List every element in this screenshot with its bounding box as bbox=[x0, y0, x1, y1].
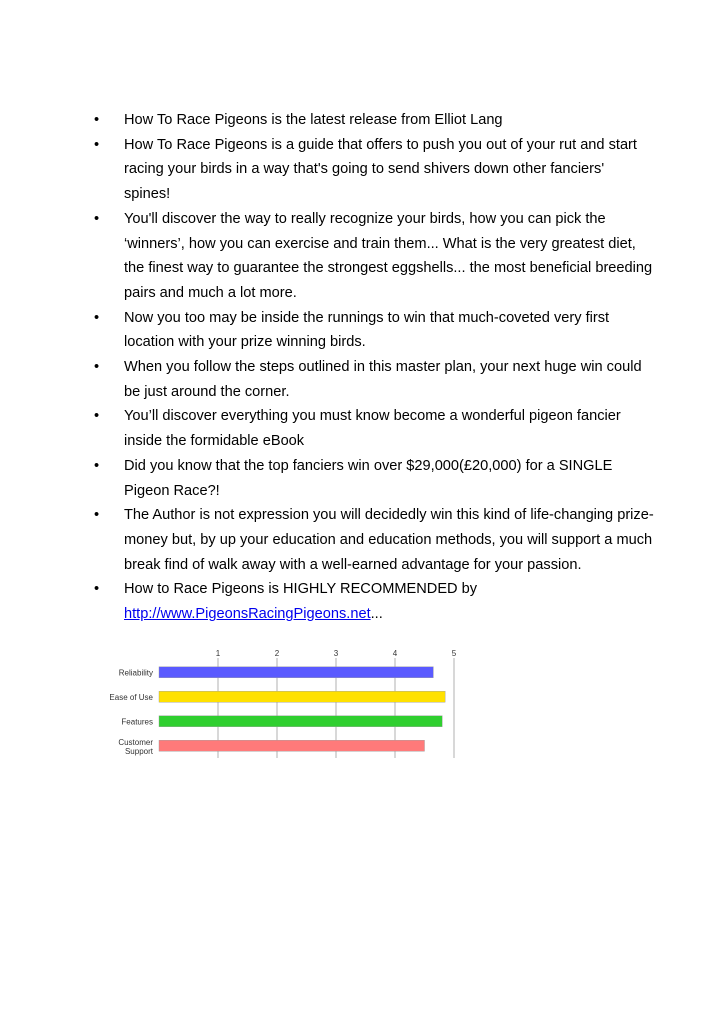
bullet-item bbox=[94, 503, 654, 577]
bullet-item bbox=[94, 133, 654, 207]
bar-features bbox=[159, 716, 442, 727]
bullet-item bbox=[94, 404, 654, 453]
bullet-marker: • bbox=[94, 507, 100, 524]
bullet-text: Did you know that the top fanciers win over $29,000(£20,000) for a SINGLE Pigeon Race?! bbox=[124, 457, 613, 499]
bullet-text: How To Race Pigeons is a guide that offers to push you out of your rut and start racing your birds in a way that's going to send shivers down other fanciers' spines! bbox=[124, 136, 637, 203]
bullet-text: You’ll discover everything you must know become a wonderful pigeon fancier inside the formidable eBook bbox=[124, 408, 621, 450]
bullet-text: Now you too may be inside the runnings to win that much-coveted very first location with your prize winning birds. bbox=[124, 309, 610, 351]
category-label: Ease of Use bbox=[109, 692, 153, 702]
bullet-text: You'll discover the way to really recognize your birds, how you can pick the ‘winners’, how you can exercise and train them... What is the very greatest diet, the finest way to guarantee the strongest eggshells... the most beneficial breeding pairs and much a lot more. bbox=[124, 210, 653, 301]
bullet-item bbox=[94, 207, 654, 306]
bullet-marker: • bbox=[94, 408, 100, 425]
bullet-item bbox=[94, 355, 654, 404]
website-link[interactable]: http://www.PigeonsRacingPigeons.net bbox=[124, 606, 371, 623]
x-tick-label: 2 bbox=[274, 649, 280, 658]
bullet-text: How To Race Pigeons is the latest release from Elliot Lang bbox=[124, 112, 503, 128]
category-label: Customer bbox=[118, 737, 153, 747]
feature-bullet-list bbox=[94, 108, 654, 627]
bullet-marker: • bbox=[94, 581, 100, 598]
bar-customer-support bbox=[159, 740, 425, 751]
bar-reliability bbox=[159, 667, 433, 678]
x-tick-label: 3 bbox=[333, 649, 339, 658]
bullet-text: How to Race Pigeons is HIGHLY RECOMMENDED by bbox=[124, 581, 478, 598]
bar-ease-of-use bbox=[159, 691, 445, 702]
bullet-item bbox=[94, 454, 654, 503]
bullet-marker: • bbox=[94, 136, 100, 153]
x-tick-label: 5 bbox=[451, 649, 457, 658]
bullet-marker: • bbox=[94, 359, 100, 376]
bullet-marker: • bbox=[94, 112, 100, 128]
rating-bar-chart bbox=[104, 648, 464, 760]
x-tick-label: 1 bbox=[215, 649, 221, 658]
bullet-marker: • bbox=[94, 210, 100, 227]
category-label: Features bbox=[121, 717, 153, 727]
category-label: Reliability bbox=[118, 668, 153, 678]
bullet-marker: • bbox=[94, 457, 100, 474]
bullet-item bbox=[94, 306, 654, 355]
bullet-text: When you follow the steps outlined in this master plan, your next huge win could be just around the corner. bbox=[124, 359, 642, 400]
bullet-item-recommendation bbox=[94, 577, 654, 626]
link-suffix: ... bbox=[370, 606, 383, 623]
category-label: Support bbox=[124, 746, 153, 756]
bullet-marker: • bbox=[94, 309, 100, 326]
bullet-item bbox=[94, 108, 654, 133]
bullet-text: The Author is not expression you will decidedly win this kind of life-changing prize-money but, by up your education and education methods, you will support a much break find of walk away with a well-earned advantage for your passion. bbox=[124, 507, 654, 573]
x-tick-label: 4 bbox=[392, 649, 398, 658]
